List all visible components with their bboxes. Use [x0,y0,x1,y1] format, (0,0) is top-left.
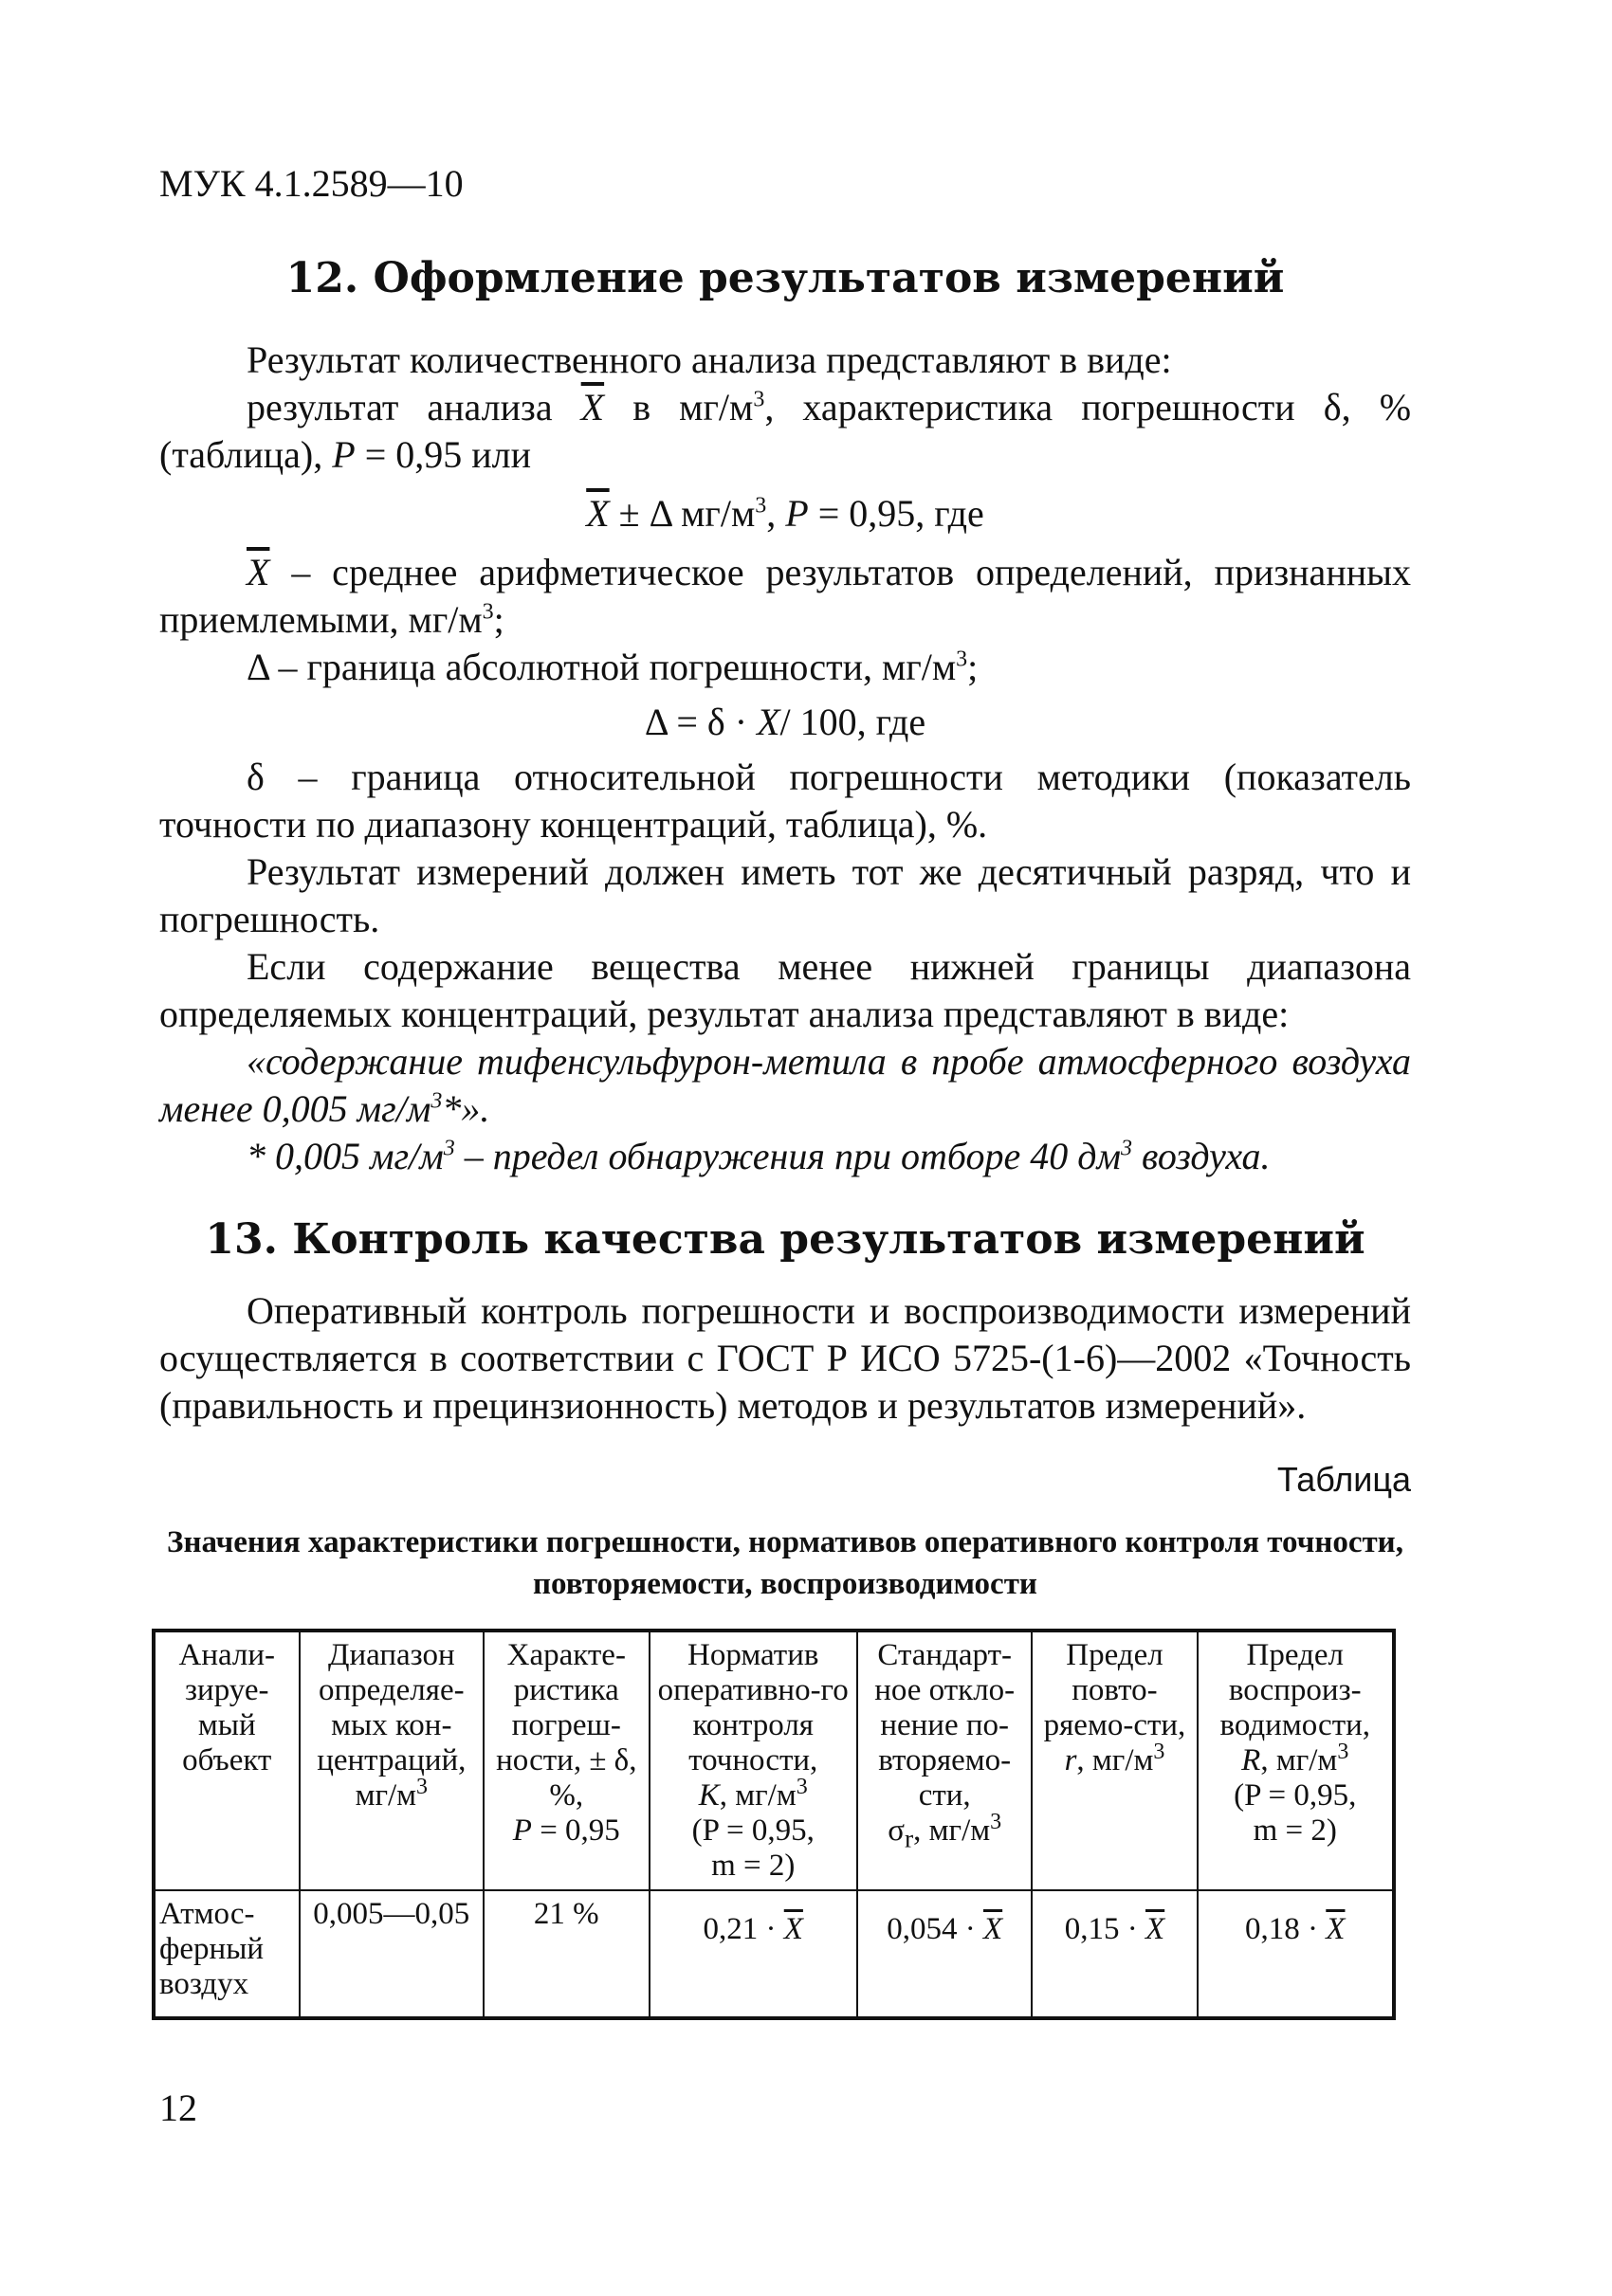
table-label: Таблица [1276,1460,1411,1499]
table-cell: 21 % [484,1890,649,2018]
table-header-cell: Диапазон определяе-мых кон-центраций, $мг/м^3$ [300,1631,485,1890]
table-cell: Атмос-ферный воздух [154,1890,300,2018]
section-12-title: 12. Оформление результатов измерений [285,254,1285,302]
data-table [152,1629,1396,2020]
paragraph: Результат количественного анализа представляют в виде: [247,338,1172,381]
section-12-body [159,337,1411,1180]
table-cell: $0,054 \cdot \overline{X}$ [857,1890,1033,2018]
paragraph: «содержание тифенсульфурон-метила в пробе атмосферного воздуха менее 0,005 $мг/м^3*$». [159,1040,1411,1130]
table-cell: 0,005—0,05 [300,1890,485,2018]
page-number: 12 [159,2086,197,2129]
document-header: МУК 4.1.2589—10 [159,162,464,205]
footnote: * 0,005 $мг/м^3$ – предел обнаружения при отборе 40 $дм^3$ воздуха. [247,1135,1271,1177]
paragraph: Результат измерений должен иметь тот же десятичный разряд, что и погрешность. [159,850,1411,940]
table-cell: $0,18 \cdot \overline{X}$ [1198,1890,1394,2018]
paragraph: Оперативный контроль погрешности и воспроизводимости измерений осуществляется в соответствии с ГОСТ Р ИСО 5725-(1-6)—2002 «Точность (правильность и прецинзионность) методов и результатов измерений». [159,1289,1411,1427]
table-header-cell: Стандарт-ное откло-нение по-вторяемо-сти, $\sigma_r$, $мг/м^3$ [857,1631,1033,1890]
section-13-title: 13. Контроль качества результатов измерений [205,1215,1365,1264]
table-header-cell: Характе-ристика погреш-ности, ± δ, %, P = 0,95 [484,1631,649,1890]
paragraph: результат анализа $\overline{X}$ в $мг/м^3$, характеристика погрешности δ, % (таблица), P = 0,95 или [159,386,1412,476]
paragraph: $\overline{X}$ – среднее арифметическое результатов определений, признанных приемлемыми, $мг/м^3$; [159,551,1412,641]
paragraph: Δ – граница абсолютной погрешности, $мг/м^3$; [247,646,979,688]
table-header-row [154,1631,1394,1890]
table-header-cell: Норматив оперативно-го контроля точности, K, $мг/м^3$ (P = 0,95, m = 2) [650,1631,857,1890]
table-header-cell: Предел воспроиз-водимости, R, $мг/м^3$ (P = 0,95, m = 2) [1198,1631,1394,1890]
table-cell: $0,15 \cdot \overline{X}$ [1032,1890,1197,2018]
table-header-cell: Предел повто-ряемо-сти, r, $мг/м^3$ [1032,1631,1197,1890]
table-header-cell: Анали-зируе-мый объект [154,1631,300,1890]
table-cell: $0,21 \cdot \overline{X}$ [650,1890,857,2018]
table-title: Значения характеристики погрешности, нормативов оперативного контроля точности, повторяемости, воспроизводимости [167,1525,1403,1601]
formula-result: $\overline{X} \pm \Delta$ $мг/м^3$, P = 0,95, где [586,492,984,535]
paragraph: Если содержание вещества менее нижней границы диапазона определяемых концентраций, результат анализа представляют в виде: [159,945,1411,1035]
table-row [154,1890,1394,2018]
paragraph: δ – граница относительной погрешности методики (показатель точности по диапазону концентраций, таблица), %. [159,756,1411,846]
formula-delta: Δ = δ · X/ 100, где [644,701,926,743]
